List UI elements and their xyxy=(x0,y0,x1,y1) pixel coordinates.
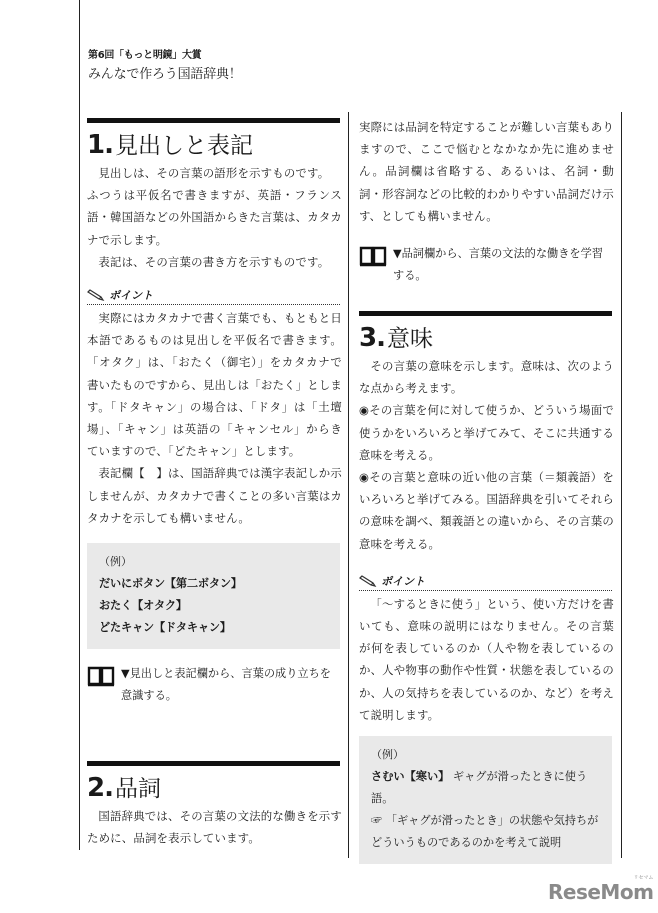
section-heading xyxy=(359,320,614,353)
point-label: ポイント xyxy=(109,289,153,303)
section-number: 2. xyxy=(87,773,113,804)
bullet-paragraph: ◉その言葉を何に対して使うか、どういう場面で使うかをいろいろと挙げてみて、そこに共通する意味を考える。 xyxy=(359,403,614,462)
point-label: ポイント xyxy=(381,574,425,588)
header-subtitle: 第6回「もっと明鏡」大賞 xyxy=(88,50,202,61)
section-number: 3. xyxy=(359,323,385,354)
example-label: （例） xyxy=(99,555,132,569)
example-comment xyxy=(371,810,602,854)
example-headword: さむい【寒い】 xyxy=(371,770,450,784)
example-definition: ギャグが滑ったときに使う語。 xyxy=(371,770,588,806)
example-item: おたく【オタク】 xyxy=(99,599,187,613)
example-box xyxy=(87,543,340,649)
note-text: ▼品詞欄から、言葉の文法的な働きを学習する。 xyxy=(393,247,603,283)
section-headword-notation xyxy=(87,118,342,707)
section-part-of-speech xyxy=(87,761,342,849)
section-bar xyxy=(87,761,340,766)
example-item: どたキャン【ドタキャン】 xyxy=(99,621,231,635)
example-box xyxy=(359,736,612,864)
point-paragraph: 表記欄【 】は、国語辞典では漢字表記しか示しませんが、カタカナで書くことの多い言葉はカタカナを示しても構いません。 xyxy=(87,466,342,525)
resemom-logo xyxy=(548,875,654,904)
header-title: みんなで作ろう国語辞典！ xyxy=(88,67,242,82)
section-title: 意味 xyxy=(386,326,433,353)
example-item: だいにボタン【第二ボタン】 xyxy=(99,577,242,591)
learning-note xyxy=(87,663,340,707)
section-heading xyxy=(87,127,342,160)
column-divider-rule xyxy=(348,112,349,858)
section-bar xyxy=(359,311,612,316)
logo-tag: リセマム xyxy=(633,875,654,881)
section-title: 品詞 xyxy=(114,776,161,803)
paragraph: 表記は、その言葉の書き方を示すものです。 xyxy=(98,254,330,269)
paragraph-continued: 実際には品詞を特定することが難しい言葉もありますので、ここで悩むとなかなか先に進めません。品詞欄は省略する、あるいは、名詞・動詞・形容詞などの比較的わかりやすい品詞だけ示す、としても構いません。 xyxy=(359,120,614,223)
bullet-paragraph: ◉その言葉と意味の近い他の言葉（＝類義語）をいろいろと挙げてみる。国語辞典を引いてそれらの意味を調べ、類義語との違いから、その言葉の意味を考える。 xyxy=(359,470,614,551)
learning-note xyxy=(359,243,612,287)
example-entry xyxy=(371,766,602,810)
example-label: （例） xyxy=(371,748,404,762)
left-column xyxy=(87,118,342,849)
paragraph: その言葉の意味を示します。意味は、次のような点から考えます。 xyxy=(359,359,614,396)
section-number: 1. xyxy=(87,130,113,160)
section-meaning xyxy=(359,311,614,864)
pencil-icon xyxy=(359,575,377,587)
comment-text: 「ギャグが滑ったとき」の状態や気持ちがどういうものであるのかを考えて説明 xyxy=(371,814,599,850)
point-paragraph: 「〜するときに使う」という、使い方だけを書いても、意味の説明にはなりません。その言葉が何を表しているのか（人や物を表しているのか、人や物事の動作や性質・状態を表しているのか、人の気持ちを表しているのか、など）を考えて説明します。 xyxy=(359,596,614,722)
paragraph: ふつうは平仮名で書きますが、英語・フランス語・韓国語などの外国語からきた言葉は、カタカナで示します。 xyxy=(87,188,342,247)
note-text: ▼見出しと表記欄から、言葉の成り立ちを意識する。 xyxy=(121,667,331,703)
logo-text: ReseMom xyxy=(548,880,654,904)
page-header xyxy=(88,46,242,82)
section-title: 見出しと表記 xyxy=(114,133,253,159)
open-book-icon xyxy=(359,245,387,267)
paragraph: 見出しは、その言葉の語形を示すものです。 xyxy=(98,166,330,180)
section-heading xyxy=(87,770,342,803)
pencil-icon xyxy=(87,289,105,301)
point-heading xyxy=(87,287,340,305)
section-bar xyxy=(87,118,340,123)
point-heading xyxy=(359,573,612,591)
left-margin-rule xyxy=(79,0,80,850)
open-book-icon xyxy=(87,665,115,687)
paragraph: 国語辞典では、その言葉の文法的な働きを示すために、品詞を表示しています。 xyxy=(87,809,342,846)
right-margin-rule xyxy=(621,112,622,858)
right-column xyxy=(359,116,614,864)
point-paragraph: 実際にはカタカナで書く言葉でも、もともと日本語であるものは見出しを平仮名で書きます。「オタク」は、「おたく（御宅）」をカタカナで書いたものですから、見出しは「おたく」とします。「ドタキャン」の場合は、「ドタ」は「土壇場」、「キャン」は英語の「キャンセル」からきていますので、「どたキャン」とします。 xyxy=(87,311,342,459)
pointing-hand-icon: ☞ xyxy=(371,814,383,828)
